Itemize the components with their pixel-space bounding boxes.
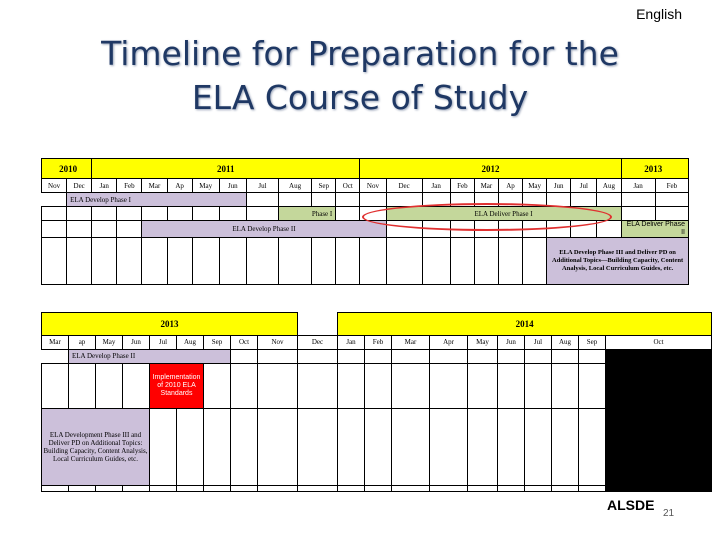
year-2013: 2013 [42, 313, 298, 336]
page-number: 21 [663, 508, 675, 519]
phase-1-bar: Phase I [279, 207, 336, 221]
month-cell: Nov [258, 335, 298, 349]
month-cell: Apr [430, 335, 468, 349]
month-cell: Dec [298, 335, 338, 349]
develop-phase-3-bar-2013: ELA Development Phase III and Deliver PD on Additional Topics: Building Capacity, Content Analysis, Local Curriculum Guides, etc. [42, 409, 150, 486]
develop-phase-1-bar: ELA Develop Phase I [67, 193, 247, 207]
month-cell: Ap [498, 179, 522, 193]
month-cell: Dec [67, 179, 92, 193]
month-cell: Jul [571, 179, 597, 193]
develop-phase-2-bar: ELA Develop Phase II [142, 221, 386, 238]
month-cell: Feb [450, 179, 474, 193]
language-link[interactable]: English [636, 6, 682, 22]
month-cell: Jan [621, 179, 655, 193]
black-region [606, 350, 712, 492]
bottom-timeline [41, 312, 689, 492]
month-cell: Oct [336, 179, 360, 193]
month-cell: Jul [246, 179, 278, 193]
title-line-2: ELA Course of Study [191, 78, 529, 117]
month-cell: Jun [123, 335, 150, 349]
develop-phase-2-bar-2013: ELA Develop Phase II [69, 350, 231, 363]
month-cell: May [468, 335, 498, 349]
month-cell: Jun [547, 179, 571, 193]
month-cell: Mar [392, 335, 430, 349]
month-cell: Mar [474, 179, 498, 193]
month-cell: Jun [498, 335, 525, 349]
month-cell: Jun [219, 179, 246, 193]
year-2011: 2011 [92, 159, 360, 179]
month-cell: Mar [142, 179, 167, 193]
month-cell: Nov [42, 179, 67, 193]
year-2013: 2013 [621, 159, 688, 179]
month-cell: Jan [92, 179, 117, 193]
year-2014: 2014 [338, 313, 712, 336]
month-cell: Sep [579, 335, 606, 349]
deliver-phase-1-bar: ELA Deliver Phase I [386, 207, 621, 221]
month-cell: Aug [597, 179, 621, 193]
month-cell: ap [69, 335, 96, 349]
month-cell: Nov [360, 179, 386, 193]
month-cell: Mar [42, 335, 69, 349]
month-cell: Feb [655, 179, 688, 193]
highlight-ellipse [362, 203, 612, 231]
slide-title [0, 32, 720, 120]
month-cell: Oct [231, 335, 258, 349]
month-cell: Jul [525, 335, 552, 349]
month-cell: Feb [117, 179, 142, 193]
implementation-bar: Implementation of 2010 ELA Standards [150, 363, 204, 409]
month-cell: Jan [338, 335, 365, 349]
year-2012: 2012 [360, 159, 621, 179]
deliver-phase-2-bar: ELA Deliver Phase II [621, 221, 688, 238]
month-cell: Aug [177, 335, 204, 349]
month-cell: May [192, 179, 219, 193]
month-cell: Sep [204, 335, 231, 349]
month-cell: Jul [150, 335, 177, 349]
month-cell: Aug [279, 179, 312, 193]
year-2010: 2010 [42, 159, 92, 179]
month-cell: May [96, 335, 123, 349]
month-cell: Feb [365, 335, 392, 349]
month-cell: Aug [552, 335, 579, 349]
month-cell: Jan [422, 179, 450, 193]
month-cell: Oct [606, 335, 712, 349]
month-cell: Ap [167, 179, 192, 193]
develop-phase-3-bar: ELA Develop Phase III and Deliver PD on Additional Topics—Building Capacity, Content Analysis, Local Curriculum Guides, etc. [547, 238, 689, 285]
month-cell: Sep [312, 179, 336, 193]
month-cell: May [523, 179, 547, 193]
title-line-1: Timeline for Preparation for the [101, 34, 619, 73]
org-label: ALSDE [607, 497, 655, 513]
month-cell: Dec [386, 179, 422, 193]
